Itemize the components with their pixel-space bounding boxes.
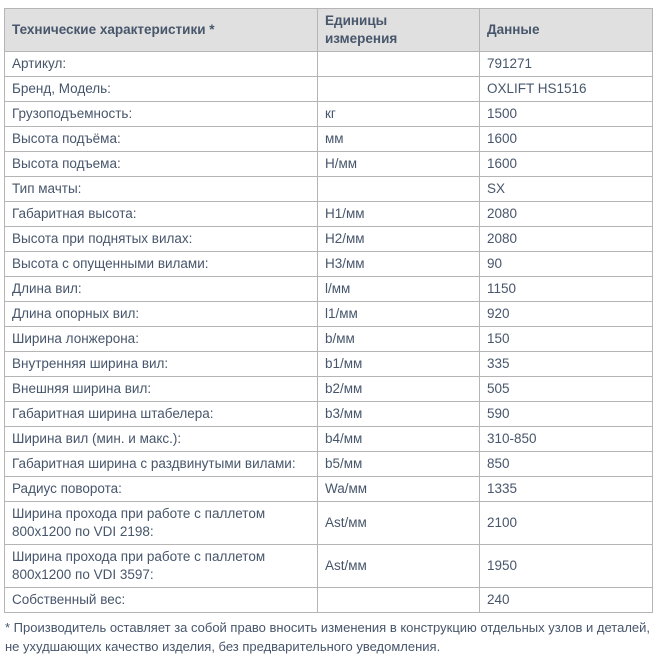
- row-label: Габаритная высота:: [5, 202, 318, 227]
- row-label: Ширина прохода при работе с паллетом 800x1200 по VDI 2198:: [5, 502, 318, 545]
- row-unit: Ast/мм: [318, 545, 480, 588]
- table-row: [5, 427, 653, 452]
- row-value: 2080: [480, 227, 653, 252]
- row-value: 1335: [480, 477, 653, 502]
- row-value: OXLIFT HS1516: [480, 77, 653, 102]
- row-unit: Н/мм: [318, 152, 480, 177]
- table-row: [5, 302, 653, 327]
- col-header-characteristics: Технические характеристики *: [5, 9, 318, 52]
- row-label: Грузоподъемность:: [5, 102, 318, 127]
- table-row: [5, 352, 653, 377]
- row-label: Высота при поднятых вилах:: [5, 227, 318, 252]
- row-value: 2100: [480, 502, 653, 545]
- table-row: [5, 202, 653, 227]
- row-label: Габаритная ширина с раздвинутыми вилами:: [5, 452, 318, 477]
- row-unit: b2/мм: [318, 377, 480, 402]
- specs-table-body: [5, 52, 653, 613]
- table-row: [5, 545, 653, 588]
- col-header-units: [318, 9, 480, 52]
- table-row: [5, 252, 653, 277]
- row-value: 791271: [480, 52, 653, 77]
- row-value: 90: [480, 252, 653, 277]
- row-unit: b4/мм: [318, 427, 480, 452]
- row-value: 1600: [480, 127, 653, 152]
- row-label: Длина вил:: [5, 277, 318, 302]
- row-label: Артикул:: [5, 52, 318, 77]
- header-row: [5, 9, 653, 52]
- row-label: Ширина прохода при работе с паллетом 800x1200 по VDI 3597:: [5, 545, 318, 588]
- table-row: [5, 477, 653, 502]
- row-label: Габаритная ширина штабелера:: [5, 402, 318, 427]
- row-unit: [318, 588, 480, 613]
- row-unit: [318, 177, 480, 202]
- table-row: [5, 277, 653, 302]
- row-value: 1600: [480, 152, 653, 177]
- row-value: 240: [480, 588, 653, 613]
- table-row: [5, 227, 653, 252]
- col-header-data: Данные: [480, 9, 653, 52]
- row-unit: Wa/мм: [318, 477, 480, 502]
- specs-table: [4, 8, 653, 613]
- row-value: 590: [480, 402, 653, 427]
- row-label: Внутренняя ширина вил:: [5, 352, 318, 377]
- row-unit: b5/мм: [318, 452, 480, 477]
- row-unit: b1/мм: [318, 352, 480, 377]
- row-value: 505: [480, 377, 653, 402]
- table-row: [5, 77, 653, 102]
- row-unit: Н3/мм: [318, 252, 480, 277]
- row-label: Внешняя ширина вил:: [5, 377, 318, 402]
- row-value: 1950: [480, 545, 653, 588]
- table-row: [5, 102, 653, 127]
- row-unit: Н1/мм: [318, 202, 480, 227]
- row-label: Высота с опущенными вилами:: [5, 252, 318, 277]
- row-unit: кг: [318, 102, 480, 127]
- row-value: 920: [480, 302, 653, 327]
- footnote: * Производитель оставляет за собой право вносить изменения в конструкцию отдельных узлов и деталей, не ухудшающих качество изделия, без предварительного уведомления.: [5, 620, 651, 654]
- table-row: [5, 127, 653, 152]
- table-row: [5, 588, 653, 613]
- row-value: 850: [480, 452, 653, 477]
- row-label: Длина опорных вил:: [5, 302, 318, 327]
- row-unit: [318, 77, 480, 102]
- row-unit: l1/мм: [318, 302, 480, 327]
- row-unit: l/мм: [318, 277, 480, 302]
- row-value: 310-850: [480, 427, 653, 452]
- row-label: Бренд, Модель:: [5, 77, 318, 102]
- table-row: [5, 402, 653, 427]
- row-value: 1150: [480, 277, 653, 302]
- row-label: Ширина лонжерона:: [5, 327, 318, 352]
- row-value: 335: [480, 352, 653, 377]
- table-row: [5, 502, 653, 545]
- row-value: SX: [480, 177, 653, 202]
- row-value: 150: [480, 327, 653, 352]
- row-unit: b3/мм: [318, 402, 480, 427]
- row-unit: b/мм: [318, 327, 480, 352]
- table-row: [5, 452, 653, 477]
- row-label: Собственный вес:: [5, 588, 318, 613]
- specs-table-head: [5, 9, 653, 52]
- row-unit: Н2/мм: [318, 227, 480, 252]
- table-row: [5, 377, 653, 402]
- row-unit: [318, 52, 480, 77]
- row-label: Ширина вил (мин. и макс.):: [5, 427, 318, 452]
- table-row: [5, 327, 653, 352]
- col-header-units-label: Единицы измерения: [325, 13, 398, 46]
- table-row: [5, 152, 653, 177]
- row-unit: Ast/мм: [318, 502, 480, 545]
- row-unit: мм: [318, 127, 480, 152]
- row-label: Тип мачты:: [5, 177, 318, 202]
- row-label: Высота подъёма:: [5, 127, 318, 152]
- row-label: Высота подъема:: [5, 152, 318, 177]
- row-value: 2080: [480, 202, 653, 227]
- row-value: 1500: [480, 102, 653, 127]
- row-label: Радиус поворота:: [5, 477, 318, 502]
- table-row: [5, 52, 653, 77]
- table-row: [5, 177, 653, 202]
